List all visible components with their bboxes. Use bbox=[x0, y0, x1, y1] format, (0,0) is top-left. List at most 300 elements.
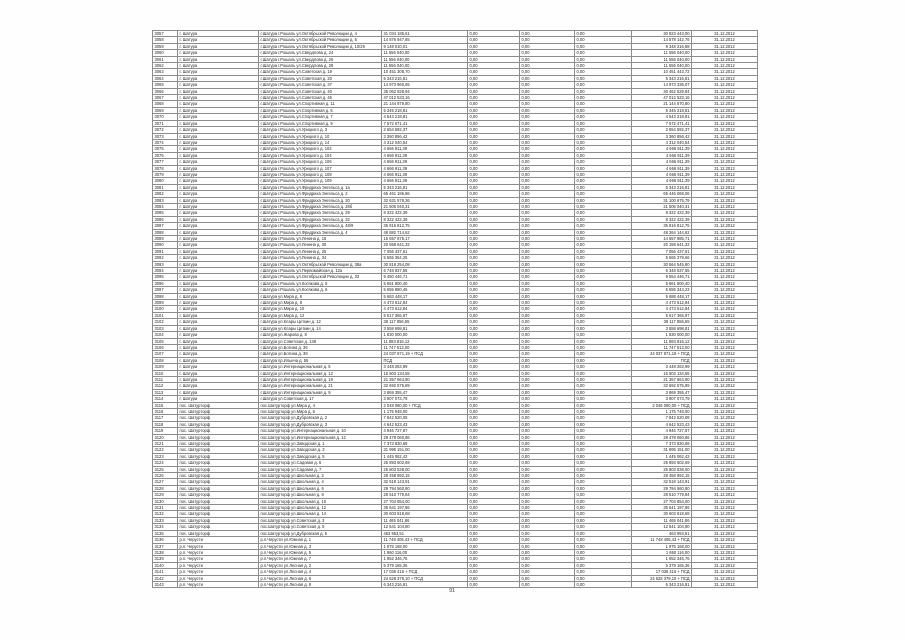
cell-total: 47 012 533,16 bbox=[632, 95, 692, 101]
cell-value-a: 0,00 bbox=[468, 479, 520, 485]
cell-value-c: 0,00 bbox=[575, 293, 632, 299]
cell-address: г.Шатура г.Рошаль ул.Первомайская д. 12а bbox=[259, 268, 382, 274]
cell-value-c: 0,00 bbox=[575, 351, 632, 357]
cell-amount: 4 946 727,87 bbox=[382, 428, 468, 434]
cell-record-number: 3118 bbox=[153, 421, 178, 427]
cell-value-c: 0,00 bbox=[575, 357, 632, 363]
cell-value-c: 0,00 bbox=[575, 562, 632, 568]
cell-locality: г. Шатура bbox=[178, 332, 259, 338]
cell-address: г.Шатура ул.Мира д. 6 bbox=[259, 293, 382, 299]
cell-amount: ПСД bbox=[382, 357, 468, 363]
cell-total: 65 446 068,06 bbox=[632, 191, 692, 197]
cell-value-b: 0,00 bbox=[520, 357, 575, 363]
cell-value-b: 0,00 bbox=[520, 210, 575, 216]
cell-total: 8 322 422,39 bbox=[632, 210, 692, 216]
cell-locality: пос. Шатурторф bbox=[178, 434, 259, 440]
cell-amount: 1 975 168,00 bbox=[382, 543, 468, 549]
cell-date: 31.12.2012 bbox=[692, 453, 758, 459]
cell-value-a: 0,00 bbox=[468, 261, 520, 267]
cell-value-c: 0,00 bbox=[575, 107, 632, 113]
cell-value-b: 0,00 bbox=[520, 127, 575, 133]
cell-locality: пос. Шатурторф bbox=[178, 453, 259, 459]
cell-record-number: 3140 bbox=[153, 562, 178, 568]
cell-value-c: 0,00 bbox=[575, 133, 632, 139]
cell-locality: г. Шатура bbox=[178, 171, 259, 177]
cell-locality: р.п. Черусти bbox=[178, 556, 259, 562]
cell-value-c: 0,00 bbox=[575, 473, 632, 479]
cell-value-c: 0,00 bbox=[575, 312, 632, 318]
cell-value-b: 0,00 bbox=[520, 178, 575, 184]
cell-value-a: 0,00 bbox=[468, 268, 520, 274]
cell-locality: г. Шатура bbox=[178, 383, 259, 389]
cell-date: 31.12.2012 bbox=[692, 543, 758, 549]
cell-value-a: 0,00 bbox=[468, 376, 520, 382]
cell-address: пос.Шатурторф ул.Дубровская д. 3 bbox=[259, 421, 382, 427]
cell-value-b: 0,00 bbox=[520, 473, 575, 479]
cell-amount: 1 860 116,00 bbox=[382, 549, 468, 555]
cell-date: 31.12.2012 bbox=[692, 95, 758, 101]
cell-value-a: 0,00 bbox=[468, 338, 520, 344]
cell-date: 31.12.2012 bbox=[692, 287, 758, 293]
cell-value-c: 0,00 bbox=[575, 556, 632, 562]
cell-address: г.Шатура ул.Ботина д. 36 bbox=[259, 344, 382, 350]
cell-date: 31.12.2012 bbox=[692, 133, 758, 139]
cell-total: 7 056 437,61 bbox=[632, 248, 692, 254]
cell-amount: 9 450 446,71 bbox=[382, 274, 468, 280]
cell-date: 31.12.2012 bbox=[692, 325, 758, 331]
cell-value-c: 0,00 bbox=[575, 517, 632, 523]
cell-total: 5 345 218,81 bbox=[632, 107, 692, 113]
cell-date: 31.12.2012 bbox=[692, 229, 758, 235]
cell-value-c: 0,00 bbox=[575, 370, 632, 376]
cell-value-b: 0,00 bbox=[520, 549, 575, 555]
cell-locality: г. Шатура bbox=[178, 127, 259, 133]
cell-total: 25 893 602,69 bbox=[632, 460, 692, 466]
cell-record-number: 3110 bbox=[153, 370, 178, 376]
cell-record-number: 3074 bbox=[153, 139, 178, 145]
cell-locality: г. Шатура bbox=[178, 338, 259, 344]
cell-address: г.Шатура г.Рошаль ул.Фридриха Энгельса д. 1а bbox=[259, 184, 382, 190]
cell-value-b: 0,00 bbox=[520, 261, 575, 267]
cell-record-number: 3123 bbox=[153, 453, 178, 459]
cell-address: г.Шатура г.Рошаль ул.Урицкого д. 108 bbox=[259, 171, 382, 177]
cell-value-a: 0,00 bbox=[468, 408, 520, 414]
cell-value-c: 0,00 bbox=[575, 88, 632, 94]
cell-value-c: 0,00 bbox=[575, 408, 632, 414]
cell-value-c: 0,00 bbox=[575, 82, 632, 88]
cell-amount: 6 748 837,55 bbox=[382, 268, 468, 274]
cell-amount: 5 683 448,17 bbox=[382, 293, 468, 299]
cell-amount: 24 037 871,19 + ПСД bbox=[382, 351, 468, 357]
cell-address: г.Шатура ул.Мира д. 8 bbox=[259, 300, 382, 306]
cell-value-b: 0,00 bbox=[520, 236, 575, 242]
cell-total: ПСД bbox=[632, 357, 692, 363]
cell-address: г.Шатура г.Рошаль ул.Урицкого д. 14 bbox=[259, 139, 382, 145]
cell-value-a: 0,00 bbox=[468, 415, 520, 421]
cell-amount: 2 048 080,00 + ПСД bbox=[382, 402, 468, 408]
cell-locality: пос. Шатурторф bbox=[178, 460, 259, 466]
cell-value-a: 0,00 bbox=[468, 191, 520, 197]
cell-locality: г. Шатура bbox=[178, 88, 259, 94]
cell-amount: 31 034 185,61 bbox=[382, 31, 468, 37]
cell-value-b: 0,00 bbox=[520, 165, 575, 171]
cell-value-c: 0,00 bbox=[575, 178, 632, 184]
cell-address: пос.Шатурторф ул.Дубровская д. 2 bbox=[259, 415, 382, 421]
cell-value-b: 0,00 bbox=[520, 184, 575, 190]
cell-address: г.Шатура ул.Клары Цеткин д. 14 bbox=[259, 325, 382, 331]
cell-total: 1 445 062,42 bbox=[632, 453, 692, 459]
cell-address: г.Шатура ул.Интернациональная д. 9 bbox=[259, 389, 382, 395]
cell-record-number: 3060 bbox=[153, 50, 178, 56]
cell-locality: пос. Шатурторф bbox=[178, 421, 259, 427]
cell-address: г.Шатура г.Рошаль ул.Урицкого д. 104 bbox=[259, 152, 382, 158]
cell-value-c: 0,00 bbox=[575, 383, 632, 389]
cell-amount: 31 995 151,00 bbox=[382, 447, 468, 453]
cell-amount: 1 952 346,76 bbox=[382, 556, 468, 562]
cell-value-b: 0,00 bbox=[520, 556, 575, 562]
cell-value-a: 0,00 bbox=[468, 184, 520, 190]
cell-total: 17 036 416 + ПСД bbox=[632, 569, 692, 575]
cell-locality: г. Шатура bbox=[178, 165, 259, 171]
cell-value-a: 0,00 bbox=[468, 37, 520, 43]
cell-date: 31.12.2012 bbox=[692, 344, 758, 350]
cell-total: 8 322 422,39 bbox=[632, 216, 692, 222]
cell-address: г.Шатура г.Рошаль ул.Ленина д. 25 bbox=[259, 248, 382, 254]
cell-locality: г. Шатура bbox=[178, 280, 259, 286]
cell-value-a: 0,00 bbox=[468, 383, 520, 389]
cell-amount: 4 543 218,81 bbox=[382, 114, 468, 120]
cell-value-c: 0,00 bbox=[575, 421, 632, 427]
cell-value-a: 0,00 bbox=[468, 306, 520, 312]
cell-value-c: 0,00 bbox=[575, 511, 632, 517]
cell-locality: г. Шатура bbox=[178, 184, 259, 190]
cell-locality: г. Шатура bbox=[178, 139, 259, 145]
cell-date: 31.12.2012 bbox=[692, 383, 758, 389]
cell-record-number: 3114 bbox=[153, 396, 178, 402]
cell-value-c: 0,00 bbox=[575, 549, 632, 555]
cell-record-number: 3073 bbox=[153, 133, 178, 139]
cell-address: г.Шатура ул.Интернациональная д. 12 bbox=[259, 370, 382, 376]
cell-address: пос.Шатурторф ул.Дубровская д. 5 bbox=[259, 530, 382, 536]
cell-value-b: 0,00 bbox=[520, 101, 575, 107]
cell-value-c: 0,00 bbox=[575, 171, 632, 177]
cell-value-a: 0,00 bbox=[468, 517, 520, 523]
cell-record-number: 3091 bbox=[153, 248, 178, 254]
cell-record-number: 3134 bbox=[153, 524, 178, 530]
cell-address: г.Шатура ул.Жарова д. 8 bbox=[259, 332, 382, 338]
cell-value-a: 0,00 bbox=[468, 300, 520, 306]
cell-amount: 24 628 379,10 + ПСД bbox=[382, 575, 468, 581]
cell-value-a: 0,00 bbox=[468, 159, 520, 165]
cell-value-b: 0,00 bbox=[520, 88, 575, 94]
cell-locality: г. Шатура bbox=[178, 229, 259, 235]
cell-value-a: 0,00 bbox=[468, 127, 520, 133]
cell-amount: 28 510 779,84 bbox=[382, 492, 468, 498]
cell-total: 11 883 816,12 bbox=[632, 338, 692, 344]
cell-locality: г. Шатура bbox=[178, 95, 259, 101]
cell-amount: 5 661 800,40 bbox=[382, 280, 468, 286]
cell-total: 4 543 218,81 bbox=[632, 114, 692, 120]
cell-record-number: 3065 bbox=[153, 82, 178, 88]
cell-value-a: 0,00 bbox=[468, 274, 520, 280]
cell-value-b: 0,00 bbox=[520, 460, 575, 466]
cell-value-a: 0,00 bbox=[468, 325, 520, 331]
cell-address: р.п.Черусти ул.Лесная д. 4 bbox=[259, 569, 382, 575]
cell-value-c: 0,00 bbox=[575, 56, 632, 62]
cell-value-c: 0,00 bbox=[575, 37, 632, 43]
cell-address: г.Шатура ул.Интернациональная д. 19 bbox=[259, 376, 382, 382]
cell-value-c: 0,00 bbox=[575, 203, 632, 209]
cell-value-c: 0,00 bbox=[575, 50, 632, 56]
cell-total: 6 343 216,81 bbox=[632, 581, 692, 587]
cell-date: 31.12.2012 bbox=[692, 120, 758, 126]
cell-date: 31.12.2012 bbox=[692, 171, 758, 177]
cell-locality: пос. Шатурторф bbox=[178, 485, 259, 491]
cell-value-b: 0,00 bbox=[520, 351, 575, 357]
cell-value-a: 0,00 bbox=[468, 569, 520, 575]
cell-date: 31.12.2012 bbox=[692, 524, 758, 530]
cell-value-a: 0,00 bbox=[468, 351, 520, 357]
cell-amount: 21 144 879,80 bbox=[382, 101, 468, 107]
cell-record-number: 3058 bbox=[153, 37, 178, 43]
cell-locality: г. Шатура bbox=[178, 293, 259, 299]
cell-value-a: 0,00 bbox=[468, 242, 520, 248]
cell-value-c: 0,00 bbox=[575, 114, 632, 120]
cell-date: 31.12.2012 bbox=[692, 408, 758, 414]
cell-locality: г. Шатура bbox=[178, 146, 259, 152]
cell-locality: г. Шатура bbox=[178, 133, 259, 139]
cell-date: 31.12.2012 bbox=[692, 31, 758, 37]
cell-record-number: 3078 bbox=[153, 165, 178, 171]
cell-amount: 47 012 533,16 bbox=[382, 95, 468, 101]
cell-record-number: 3100 bbox=[153, 306, 178, 312]
cell-date: 31.12.2012 bbox=[692, 332, 758, 338]
cell-address: г.Шатура г.Рошаль ул.Фридриха Энгельса д. 48/9 bbox=[259, 223, 382, 229]
cell-value-c: 0,00 bbox=[575, 338, 632, 344]
cell-value-a: 0,00 bbox=[468, 370, 520, 376]
cell-value-c: 0,00 bbox=[575, 376, 632, 382]
cell-value-a: 0,00 bbox=[468, 332, 520, 338]
cell-date: 31.12.2012 bbox=[692, 517, 758, 523]
cell-date: 31.12.2012 bbox=[692, 242, 758, 248]
cell-locality: г. Шатура bbox=[178, 389, 259, 395]
cell-address: г.Шатура ул.Мира д. 12 bbox=[259, 312, 382, 318]
cell-value-a: 0,00 bbox=[468, 421, 520, 427]
cell-value-b: 0,00 bbox=[520, 421, 575, 427]
cell-value-b: 0,00 bbox=[520, 338, 575, 344]
cell-date: 31.12.2012 bbox=[692, 485, 758, 491]
cell-value-b: 0,00 bbox=[520, 43, 575, 49]
cell-total: 11 556 040,00 bbox=[632, 50, 692, 56]
cell-value-a: 0,00 bbox=[468, 319, 520, 325]
cell-locality: г. Шатура bbox=[178, 56, 259, 62]
cell-amount: 25 803 538,00 bbox=[382, 466, 468, 472]
cell-record-number: 3062 bbox=[153, 63, 178, 69]
cell-value-b: 0,00 bbox=[520, 268, 575, 274]
cell-date: 31.12.2012 bbox=[692, 107, 758, 113]
cell-address: г.Шатура пр.Ильича д. 55 bbox=[259, 357, 382, 363]
cell-value-b: 0,00 bbox=[520, 197, 575, 203]
cell-total: 12 541 104,80 bbox=[632, 524, 692, 530]
cell-amount: 11 556 040,00 bbox=[382, 63, 468, 69]
cell-locality: р.п. Черусти bbox=[178, 562, 259, 568]
cell-value-a: 0,00 bbox=[468, 556, 520, 562]
cell-locality: г. Шатура bbox=[178, 312, 259, 318]
cell-value-b: 0,00 bbox=[520, 293, 575, 299]
cell-date: 31.12.2012 bbox=[692, 197, 758, 203]
cell-address: пос.Шатурторф ул.Школьная д. 6 bbox=[259, 485, 382, 491]
cell-record-number: 3135 bbox=[153, 530, 178, 536]
cell-amount: 15 657 875,17 bbox=[382, 236, 468, 242]
cell-total: 21 357 664,80 bbox=[632, 376, 692, 382]
cell-locality: пос. Шатурторф bbox=[178, 447, 259, 453]
cell-value-b: 0,00 bbox=[520, 389, 575, 395]
cell-date: 31.12.2012 bbox=[692, 473, 758, 479]
cell-value-b: 0,00 bbox=[520, 396, 575, 402]
cell-total: 29 794 560,80 bbox=[632, 485, 692, 491]
cell-record-number: 3092 bbox=[153, 255, 178, 261]
cell-value-c: 0,00 bbox=[575, 63, 632, 69]
cell-value-c: 0,00 bbox=[575, 255, 632, 261]
cell-record-number: 3087 bbox=[153, 223, 178, 229]
cell-address: г.Шатура г.Рошаль ул.Фридриха Энгельса д. 32 bbox=[259, 216, 382, 222]
cell-record-number: 3106 bbox=[153, 344, 178, 350]
cell-date: 31.12.2012 bbox=[692, 293, 758, 299]
cell-record-number: 3061 bbox=[153, 56, 178, 62]
cell-value-b: 0,00 bbox=[520, 120, 575, 126]
cell-record-number: 3082 bbox=[153, 191, 178, 197]
cell-address: р.п.Черусти ул.Южная д. 3 bbox=[259, 543, 382, 549]
cell-total: 3 907 073,79 bbox=[632, 396, 692, 402]
cell-value-c: 0,00 bbox=[575, 197, 632, 203]
cell-value-c: 0,00 bbox=[575, 184, 632, 190]
cell-locality: р.п. Черусти bbox=[178, 543, 259, 549]
cell-total: 4 312 040,54 bbox=[632, 139, 692, 145]
cell-record-number: 3071 bbox=[153, 120, 178, 126]
cell-value-a: 0,00 bbox=[468, 75, 520, 81]
cell-value-a: 0,00 bbox=[468, 428, 520, 434]
cell-amount: 5 345 218,81 bbox=[382, 107, 468, 113]
cell-record-number: 3129 bbox=[153, 492, 178, 498]
cell-record-number: 3099 bbox=[153, 300, 178, 306]
cell-total: 4 666 911,39 bbox=[632, 159, 692, 165]
cell-date: 31.12.2012 bbox=[692, 280, 758, 286]
cell-address: г.Шатура г.Рошаль ул.Советская д. 19 bbox=[259, 69, 382, 75]
cell-locality: г. Шатура bbox=[178, 210, 259, 216]
cell-value-a: 0,00 bbox=[468, 575, 520, 581]
cell-record-number: 3096 bbox=[153, 280, 178, 286]
cell-date: 31.12.2012 bbox=[692, 396, 758, 402]
cell-value-b: 0,00 bbox=[520, 82, 575, 88]
cell-total: 24 628 379,10 + ПСД bbox=[632, 575, 692, 581]
cell-address: г.Шатура г.Рошаль ул.Урицкого д. 106 bbox=[259, 159, 382, 165]
cell-date: 31.12.2012 bbox=[692, 69, 758, 75]
cell-date: 31.12.2012 bbox=[692, 479, 758, 485]
cell-value-b: 0,00 bbox=[520, 325, 575, 331]
cell-locality: пос. Шатурторф bbox=[178, 530, 259, 536]
cell-value-a: 0,00 bbox=[468, 312, 520, 318]
cell-address: г.Шатура г.Рошаль ул.Октябрьской Революции д. 10/29 bbox=[259, 43, 382, 49]
cell-value-b: 0,00 bbox=[520, 370, 575, 376]
cell-total: 3 558 698,81 bbox=[632, 325, 692, 331]
cell-date: 31.12.2012 bbox=[692, 428, 758, 434]
cell-date: 31.12.2012 bbox=[692, 63, 758, 69]
cell-amount: 29 794 560,80 bbox=[382, 485, 468, 491]
cell-amount: 11 556 040,00 bbox=[382, 56, 468, 62]
cell-total: 31 995 151,00 bbox=[632, 447, 692, 453]
cell-value-c: 0,00 bbox=[575, 537, 632, 543]
cell-amount: 48 882 714,62 bbox=[382, 229, 468, 235]
cell-value-b: 0,00 bbox=[520, 498, 575, 504]
cell-value-c: 0,00 bbox=[575, 460, 632, 466]
cell-value-b: 0,00 bbox=[520, 216, 575, 222]
cell-value-a: 0,00 bbox=[468, 146, 520, 152]
cell-value-b: 0,00 bbox=[520, 69, 575, 75]
cell-value-b: 0,00 bbox=[520, 562, 575, 568]
cell-locality: г. Шатура bbox=[178, 300, 259, 306]
cell-amount: 2 654 592,37 bbox=[382, 127, 468, 133]
cell-locality: г. Шатура bbox=[178, 248, 259, 254]
cell-locality: г. Шатура bbox=[178, 319, 259, 325]
cell-record-number: 3111 bbox=[153, 376, 178, 382]
cell-value-b: 0,00 bbox=[520, 524, 575, 530]
cell-value-b: 0,00 bbox=[520, 447, 575, 453]
cell-total: 27 704 854,00 bbox=[632, 498, 692, 504]
cell-date: 31.12.2012 bbox=[692, 351, 758, 357]
cell-amount: 35 816 812,75 bbox=[382, 223, 468, 229]
cell-value-c: 0,00 bbox=[575, 146, 632, 152]
cell-amount: 28 458 992,15 bbox=[382, 473, 468, 479]
cell-amount: 21 357 664,80 bbox=[382, 376, 468, 382]
cell-address: г.Шатура г.Рошаль ул.Свердлова д. 28 bbox=[259, 63, 382, 69]
cell-value-c: 0,00 bbox=[575, 575, 632, 581]
cell-amount: 5 343 216,81 bbox=[382, 75, 468, 81]
cell-value-c: 0,00 bbox=[575, 300, 632, 306]
cell-value-c: 0,00 bbox=[575, 101, 632, 107]
cell-record-number: 3104 bbox=[153, 332, 178, 338]
cell-value-c: 0,00 bbox=[575, 229, 632, 235]
cell-date: 31.12.2012 bbox=[692, 511, 758, 517]
cell-record-number: 3128 bbox=[153, 485, 178, 491]
cell-value-c: 0,00 bbox=[575, 344, 632, 350]
cell-value-c: 0,00 bbox=[575, 248, 632, 254]
cell-address: г.Шатура г.Рошаль ул.Советская д. 37 bbox=[259, 82, 382, 88]
cell-address: пос.Шатурторф ул.Школьная д. 14 bbox=[259, 511, 382, 517]
cell-total: 1 830 000,00 bbox=[632, 332, 692, 338]
cell-total: 21 506 040,31 bbox=[632, 203, 692, 209]
cell-date: 31.12.2012 bbox=[692, 261, 758, 267]
cell-address: г.Шатура г.Рошаль ул.Ленина д. 30 bbox=[259, 242, 382, 248]
cell-locality: г. Шатура bbox=[178, 101, 259, 107]
cell-record-number: 3127 bbox=[153, 479, 178, 485]
cell-address: г.Шатура г.Рошаль ул.Фридриха Энгельса д. 28б bbox=[259, 203, 382, 209]
cell-amount: 11 747 513,00 bbox=[382, 344, 468, 350]
cell-locality: г. Шатура bbox=[178, 236, 259, 242]
cell-total: 32 692 575,89 bbox=[632, 383, 692, 389]
cell-locality: пос. Шатурторф bbox=[178, 479, 259, 485]
cell-value-a: 0,00 bbox=[468, 581, 520, 587]
cell-address: р.п.Черусти ул.Южная д. 5 bbox=[259, 549, 382, 555]
cell-record-number: 3119 bbox=[153, 428, 178, 434]
cell-date: 31.12.2012 bbox=[692, 152, 758, 158]
cell-value-a: 0,00 bbox=[468, 178, 520, 184]
cell-record-number: 3066 bbox=[153, 88, 178, 94]
cell-amount: 25 893 602,69 bbox=[382, 460, 468, 466]
cell-amount: 1 830 000,00 bbox=[382, 332, 468, 338]
cell-address: пос.Шатурторф ул.Школьная д. 8 bbox=[259, 492, 382, 498]
cell-value-a: 0,00 bbox=[468, 453, 520, 459]
cell-value-b: 0,00 bbox=[520, 31, 575, 37]
